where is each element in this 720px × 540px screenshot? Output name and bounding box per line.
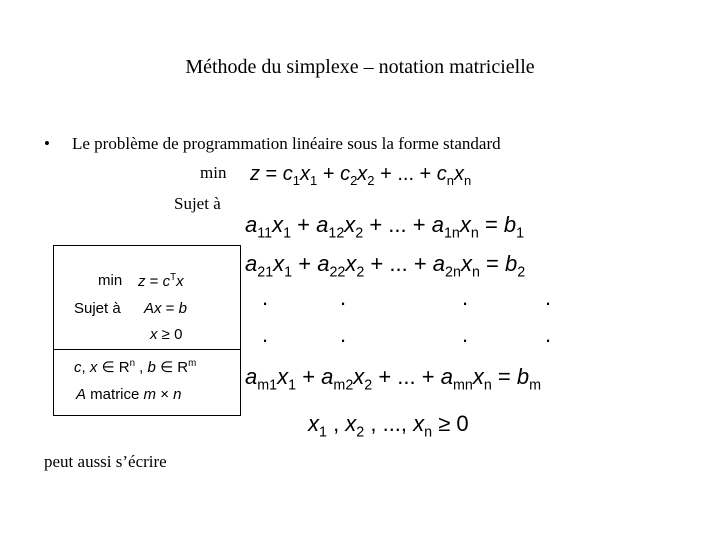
nonnegativity-constraint: $x_1$ , $x_2$ , ..., $x_n \ge 0$ xyxy=(308,411,469,441)
objective-function: $z = c_1x_1 + c_2x_2$ + ... + $c_nx_n$ xyxy=(250,163,472,188)
constraint-row-2: $a_{21}x_1 + a_{22}x_2$ + ... + $a_{2n}x_n = b_2$ xyxy=(245,251,526,281)
constraint-row-1: $a_{11}x_1 + a_{12}x_2$ + ... + $a_{1n}x_n = b_1$ xyxy=(245,212,525,242)
box-subject-to-label: Sujet à xyxy=(74,300,121,317)
footer-text: peut aussi s’écrire xyxy=(44,452,167,471)
ellipsis-dot: . xyxy=(545,322,552,347)
matrix-notation-box xyxy=(53,245,241,416)
ellipsis-dot: . xyxy=(340,285,347,310)
constraint-row-m: $a_{m1}x_1 + a_{m2}x_2$ + ... + $a_{mn}x_n = b_m$ xyxy=(245,364,542,394)
ellipsis-dot: . xyxy=(462,285,469,310)
min-label: min xyxy=(200,163,227,182)
page-title: Méthode du simplexe – notation matricielle xyxy=(185,56,535,78)
box-constraint: Ax = b xyxy=(144,300,187,317)
box-nonnegativity: x ≥ 0 xyxy=(150,326,183,343)
ellipsis-dot: . xyxy=(262,322,269,347)
bullet-text: Le problème de programmation linéaire sous la forme standard xyxy=(72,134,501,153)
ellipsis-dot: . xyxy=(262,285,269,310)
box-matrix-size: A matrice m × n xyxy=(76,386,182,403)
subject-to-label: Sujet à xyxy=(174,194,221,213)
bullet-marker: • xyxy=(44,134,50,153)
box-min-label: min xyxy=(98,272,123,289)
box-divider xyxy=(54,349,240,350)
ellipsis-dot: . xyxy=(462,322,469,347)
box-domain: c, x ∈ $R^n$ , b ∈ $R^m$ xyxy=(74,358,197,376)
ellipsis-dot: . xyxy=(340,322,347,347)
ellipsis-dot: . xyxy=(545,285,552,310)
box-objective: $z = c^Tx$ xyxy=(138,272,184,290)
